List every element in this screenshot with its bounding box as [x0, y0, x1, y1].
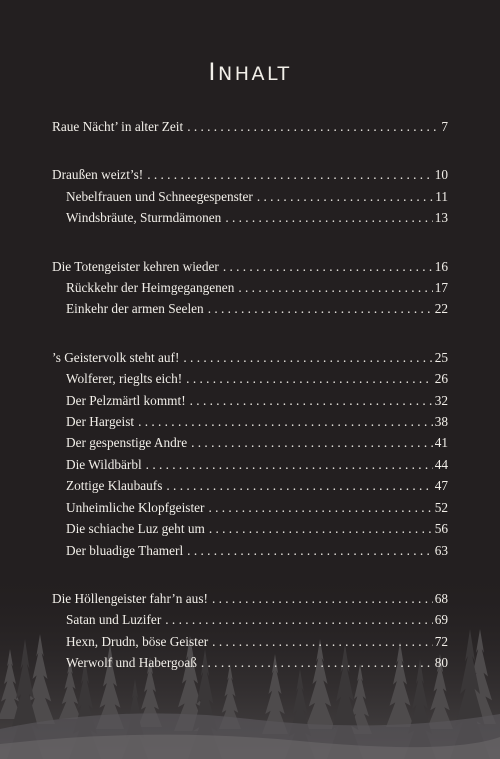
toc-entry-title: Wolferer, rieglts eich! — [66, 371, 183, 387]
dot-leader — [191, 432, 433, 453]
toc-entry[interactable] — [52, 347, 448, 368]
toc-entry-title: Zottige Klaubaufs — [66, 478, 163, 494]
dot-leader — [223, 256, 433, 277]
toc-entry-page: 16 — [434, 258, 448, 274]
toc-entry-page: 38 — [434, 414, 448, 430]
toc-entry-page: 17 — [434, 280, 448, 296]
toc-entry-title: Die Höllengeister fahr’n aus! — [52, 590, 208, 606]
title-rest: NHALT — [218, 63, 292, 85]
toc-entry-title: Der Hargeist — [66, 414, 135, 430]
toc-entry-title: Rückkehr der Heimgegangenen — [66, 280, 235, 296]
dot-leader — [187, 116, 439, 137]
toc-subentry[interactable] — [52, 540, 448, 561]
toc-section — [52, 164, 448, 228]
toc-entry-page: 44 — [434, 456, 448, 472]
toc-entry-title: Raue Nächt’ in alter Zeit — [52, 119, 184, 134]
toc-entry-page: 13 — [434, 210, 448, 226]
toc-entry[interactable] — [52, 116, 448, 137]
dot-leader — [208, 298, 433, 319]
toc-entry-page: 72 — [434, 633, 448, 649]
toc-subentry[interactable] — [52, 475, 448, 496]
dot-leader — [166, 475, 432, 496]
toc-subentry[interactable] — [52, 497, 448, 518]
dot-leader — [225, 207, 432, 228]
toc-subentry[interactable] — [52, 411, 448, 432]
toc-entry-page: 80 — [434, 655, 448, 671]
toc-entry-title: Werwolf und Habergoaß — [66, 655, 197, 671]
toc-subentry[interactable] — [52, 432, 448, 453]
title-initial: I — [208, 58, 218, 86]
dot-leader — [138, 411, 433, 432]
toc-subentry[interactable] — [52, 277, 448, 298]
toc-entry-title: Der Pelzmärtl kommt! — [66, 392, 186, 408]
toc-subentry[interactable] — [52, 609, 448, 630]
toc-entry-page: 56 — [434, 521, 448, 537]
toc-section — [52, 116, 448, 137]
toc-entry-page: 10 — [434, 167, 448, 183]
toc-entry[interactable] — [52, 164, 448, 185]
toc-entry-page: 25 — [434, 349, 448, 365]
dot-leader — [165, 609, 432, 630]
table-of-contents — [52, 116, 448, 701]
toc-entry-page: 69 — [434, 612, 448, 628]
toc-entry-title: ’s Geistervolk steht auf! — [52, 349, 180, 365]
page-title — [0, 58, 500, 86]
toc-entry-title: Nebelfrauen und Schneegespenster — [66, 188, 253, 204]
toc-entry-page: 63 — [434, 542, 448, 558]
toc-subentry[interactable] — [52, 368, 448, 389]
toc-section — [52, 256, 448, 320]
toc-entry-title: Einkehr der armen Seelen — [66, 301, 204, 317]
toc-entry[interactable] — [52, 588, 448, 609]
dot-leader — [201, 652, 433, 673]
dot-leader — [208, 497, 432, 518]
dot-leader — [147, 164, 433, 185]
toc-entry-page: 52 — [434, 499, 448, 515]
toc-subentry[interactable] — [52, 631, 448, 652]
toc-entry[interactable] — [52, 256, 448, 277]
toc-section — [52, 588, 448, 674]
dot-leader — [187, 540, 433, 561]
toc-entry-page: 68 — [434, 590, 448, 606]
toc-entry-title: Der bluadige Thamerl — [66, 542, 184, 558]
toc-entry-page: 47 — [434, 478, 448, 494]
dot-leader — [209, 518, 433, 539]
toc-subentry[interactable] — [52, 186, 448, 207]
toc-subentry[interactable] — [52, 298, 448, 319]
dot-leader — [257, 186, 433, 207]
toc-entry-page: 22 — [434, 301, 448, 317]
toc-entry-title: Die schiache Luz geht um — [66, 521, 205, 537]
toc-entry-title: Unheimliche Klopfgeister — [66, 499, 205, 515]
toc-entry-page: 41 — [434, 435, 448, 451]
toc-subentry[interactable] — [52, 454, 448, 475]
dot-leader — [183, 347, 432, 368]
toc-entry-title: Die Wildbärbl — [66, 456, 142, 472]
toc-section — [52, 347, 448, 561]
toc-entry-title: Draußen weizt’s! — [52, 167, 144, 183]
toc-entry-title: Hexn, Drudn, böse Geister — [66, 633, 209, 649]
dot-leader — [212, 588, 433, 609]
dot-leader — [190, 390, 433, 411]
toc-entry-page: 7 — [441, 119, 448, 134]
dot-leader — [186, 368, 433, 389]
dot-leader — [146, 454, 433, 475]
toc-subentry[interactable] — [52, 652, 448, 673]
toc-subentry[interactable] — [52, 390, 448, 411]
dot-leader — [238, 277, 432, 298]
toc-subentry[interactable] — [52, 518, 448, 539]
toc-entry-title: Satan und Luzifer — [66, 612, 162, 628]
toc-entry-page: 11 — [435, 188, 448, 204]
toc-subentry[interactable] — [52, 207, 448, 228]
toc-entry-page: 26 — [434, 371, 448, 387]
dot-leader — [212, 631, 433, 652]
toc-entry-page: 32 — [434, 392, 448, 408]
toc-entry-title: Windsbräute, Sturmdämonen — [66, 210, 222, 226]
toc-entry-title: Der gespenstige Andre — [66, 435, 188, 451]
toc-entry-title: Die Totengeister kehren wieder — [52, 258, 219, 274]
